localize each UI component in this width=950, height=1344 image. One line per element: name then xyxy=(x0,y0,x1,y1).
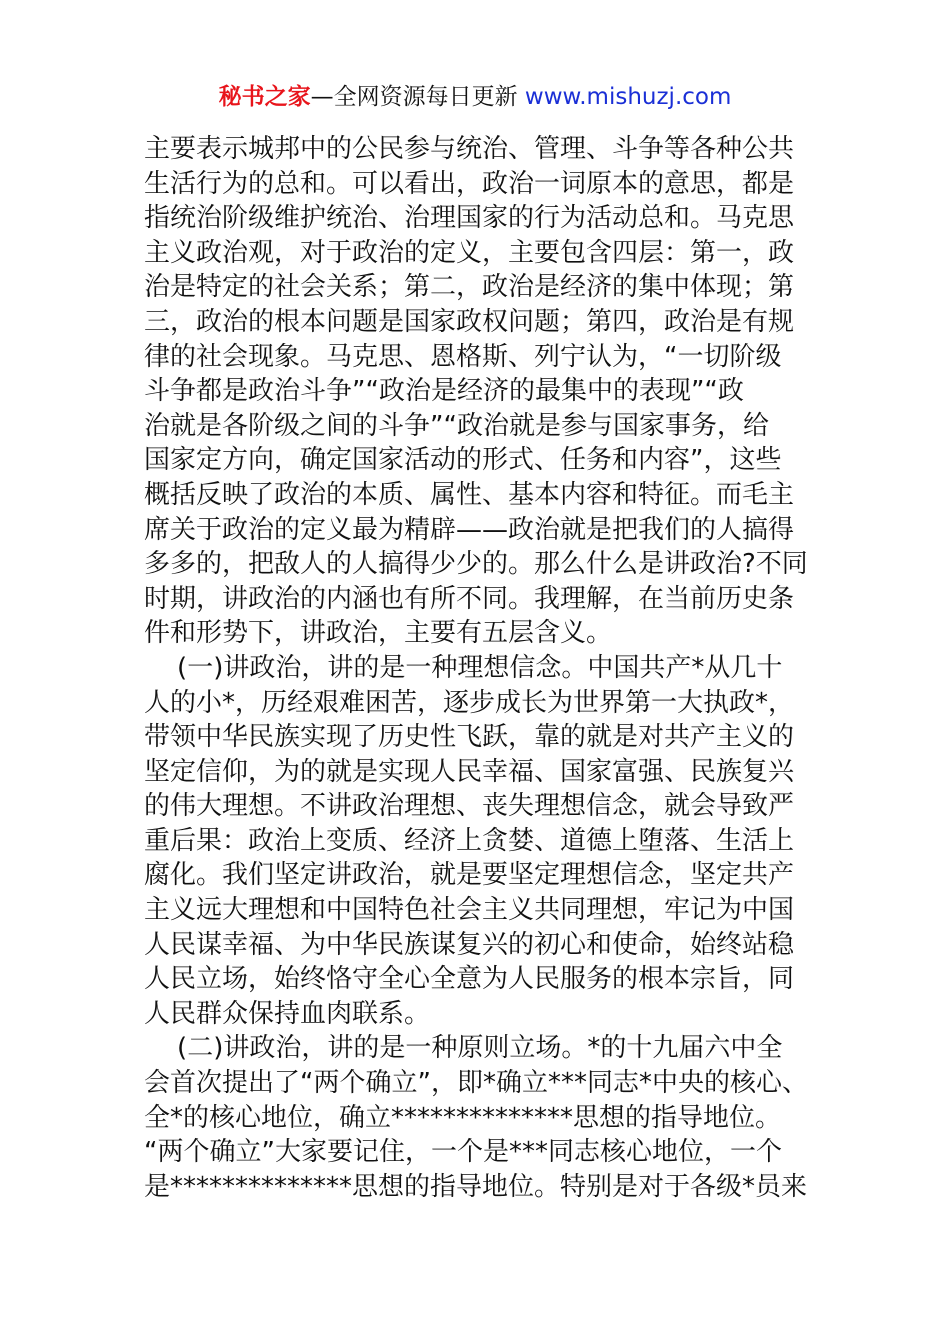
body-line: 时期，讲政治的内涵也有所不同。我理解，在当前历史条 xyxy=(144,583,795,614)
body-line: 三，政治的根本问题是国家政权问题；第四，政治是有规 xyxy=(144,306,795,337)
body-line: 是**************思想的指导地位。特别是对于各级*员来 xyxy=(144,1171,808,1202)
body-line: 主义远大理想和中国特色社会主义共同理想，牢记为中国 xyxy=(144,895,795,926)
body-line: 重后果：政治上变质、经济上贪婪、道德上堕落、生活上 xyxy=(144,825,795,856)
body-line: 多多的，把敌人的人搞得少少的。那么什么是讲政治?不同 xyxy=(144,549,808,580)
body-line: 治就是各阶级之间的斗争”“政治就是参与国家事务，给 xyxy=(144,410,769,441)
body-line: (一)讲政治，讲的是一种理想信念。中国共产*从几十 xyxy=(144,652,783,683)
body-line: 会首次提出了“两个确立”，即*确立***同志*中央的核心、 xyxy=(144,1068,808,1099)
body-line: 坚定信仰，为的就是实现人民幸福、国家富强、民族复兴 xyxy=(144,756,795,787)
body-line: 席关于政治的定义最为精辟——政治就是把我们的人搞得 xyxy=(144,514,795,545)
body-line: (二)讲政治，讲的是一种原则立场。*的十九届六中全 xyxy=(144,1033,783,1064)
body-line: 件和形势下，讲政治，主要有五层含义。 xyxy=(144,618,613,649)
body-line: 国家定方向，确定国家活动的形式、任务和内容”，这些 xyxy=(144,445,782,476)
document-body xyxy=(144,132,808,1204)
body-line: 的伟大理想。不讲政治理想、丧失理想信念，就会导致严 xyxy=(144,791,795,822)
body-line: 全*的核心地位，确立**************思想的指导地位。 xyxy=(144,1102,782,1133)
site-brand: 秘书之家 xyxy=(218,84,311,110)
body-line: 生活行为的总和。可以看出，政治一词原本的意思，都是 xyxy=(144,168,795,199)
body-line: 腐化。我们坚定讲政治，就是要坚定理想信念，坚定共产 xyxy=(144,860,795,891)
site-tagline: —全网资源每日更新 xyxy=(310,84,525,110)
body-line: 人民立场，始终恪守全心全意为人民服务的根本宗旨，同 xyxy=(144,964,795,995)
body-line: 人民群众保持血肉联系。 xyxy=(144,998,431,1029)
body-line: 治是特定的社会关系；第二，政治是经济的集中体现；第 xyxy=(144,272,795,303)
body-line: 指统治阶级维护统治、治理国家的行为活动总和。马克思 xyxy=(144,203,795,234)
body-line: 带领中华民族实现了历史性飞跃，靠的就是对共产主义的 xyxy=(144,722,795,753)
body-line: 主义政治观，对于政治的定义，主要包含四层：第一，政 xyxy=(144,237,795,268)
body-line: 斗争都是政治斗争”“政治是经济的最集中的表现”“政 xyxy=(144,376,744,407)
body-line: 人的小*，历经艰难困苦，逐步成长为世界第一大执政*， xyxy=(144,687,795,718)
body-line: 人民谋幸福、为中华民族谋复兴的初心和使命，始终站稳 xyxy=(144,929,795,960)
body-line: 律的社会现象。马克思、恩格斯、列宁认为，“一切阶级 xyxy=(144,341,782,372)
site-url-link[interactable]: www.mishuzj.com xyxy=(524,84,732,110)
body-line: “两个确立”大家要记住，一个是***同志核心地位，一个 xyxy=(144,1137,782,1168)
body-line: 概括反映了政治的本质、属性、基本内容和特征。而毛主 xyxy=(144,479,795,510)
site-header xyxy=(0,82,950,112)
body-line: 主要表示城邦中的公民参与统治、管理、斗争等各种公共 xyxy=(144,134,795,164)
